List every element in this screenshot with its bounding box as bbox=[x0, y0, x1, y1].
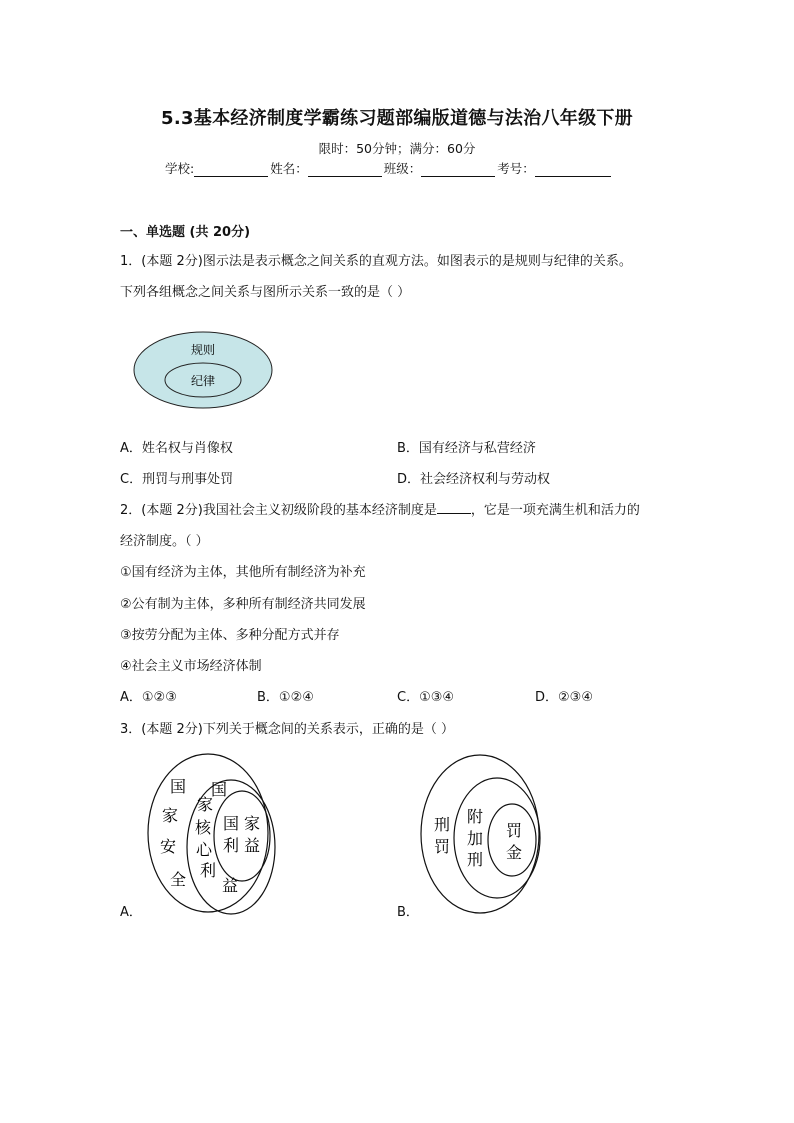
school-label: 学校: bbox=[165, 161, 195, 176]
q3-option-b[interactable]: B． bbox=[397, 905, 419, 920]
q2-item-4: ④社会主义市场经济体制 bbox=[120, 659, 262, 674]
diagram-a-outer-char: 安 bbox=[159, 837, 177, 856]
q3-diagram-b bbox=[416, 752, 552, 918]
exam-number-label: 考号： bbox=[497, 161, 535, 176]
diagram-a-outer-char: 国 bbox=[169, 777, 187, 796]
diagram-b-middle-char: 附 bbox=[466, 807, 484, 826]
q3-option-a[interactable]: A． bbox=[120, 905, 142, 920]
diagram-b-inner-ellipse bbox=[488, 804, 536, 876]
diagram-b-inner-char: 金 bbox=[505, 843, 523, 862]
q2-stem-pre: 2．(本题 2分)我国社会主义初级阶段的基本经济制度是 bbox=[120, 503, 437, 518]
name-blank[interactable] bbox=[308, 162, 382, 177]
q2-option-d[interactable]: D．②③④ bbox=[535, 690, 593, 705]
q2-item-2: ②公有制为主体，多种所有制经济共同发展 bbox=[120, 597, 366, 612]
q2-fill-blank bbox=[437, 500, 471, 514]
q1-stem-line1: 1．(本题 2分)图示法是表示概念之间关系的直观方法。如图表示的是规则与纪律的关系。 bbox=[120, 254, 632, 269]
diagram-a-inner-char: 家 bbox=[243, 814, 261, 833]
q2-option-b[interactable]: B．①②④ bbox=[257, 690, 314, 705]
name-label: 姓名： bbox=[270, 161, 308, 176]
school-blank[interactable] bbox=[194, 162, 268, 177]
diagram-a-middle-char: 益 bbox=[221, 876, 239, 895]
time-limit: 限时：50分钟；满分：60分 bbox=[318, 141, 476, 156]
diagram-a-middle-char: 国 bbox=[210, 780, 228, 799]
q1-option-c[interactable]: C．刑罚与刑事处罚 bbox=[120, 472, 234, 487]
exam-number-blank[interactable] bbox=[535, 162, 611, 177]
q1-option-b[interactable]: B．国有经济与私营经济 bbox=[397, 441, 536, 456]
q2-stem-line1 bbox=[120, 499, 640, 518]
q3-stem: 3．(本题 2分)下列关于概念间的关系表示，正确的是（ ） bbox=[120, 722, 454, 737]
diagram-b-inner-char: 罚 bbox=[505, 821, 523, 840]
q2-stem-post: ，它是一项充满生机和活力的 bbox=[470, 503, 640, 518]
diagram-a-middle-char: 心 bbox=[195, 840, 213, 859]
diagram-a-inner-char: 国 bbox=[222, 814, 240, 833]
diagram-a-outer-char: 家 bbox=[161, 806, 179, 825]
diagram-a-middle-char: 利 bbox=[199, 861, 217, 880]
section-heading: 一、单选题 (共 20分) bbox=[120, 225, 251, 240]
diagram-b-outer-char: 罚 bbox=[433, 837, 451, 856]
class-label: 班级： bbox=[383, 161, 422, 176]
student-info-row bbox=[165, 159, 613, 177]
q1-option-d[interactable]: D．社会经济权利与劳动权 bbox=[397, 472, 551, 487]
q2-item-3: ③按劳分配为主体、多种分配方式并存 bbox=[120, 628, 340, 643]
diagram-a-inner-char: 利 bbox=[222, 836, 240, 855]
diagram-a-middle-char: 家 bbox=[196, 795, 214, 814]
class-blank[interactable] bbox=[421, 162, 495, 177]
diagram-b-middle-char: 加 bbox=[466, 829, 484, 848]
diagram-b-outer-char: 刑 bbox=[433, 815, 451, 834]
page-title: 5.3基本经济制度学霸练习题部编版道德与法治八年级下册 bbox=[161, 108, 633, 129]
q1-stem-line2: 下列各组概念之间关系与图所示关系一致的是（ ） bbox=[120, 285, 411, 300]
diagram-b-middle-char: 刑 bbox=[466, 850, 484, 869]
q2-item-1: ①国有经济为主体，其他所有制经济为补充 bbox=[120, 565, 366, 580]
q2-option-c[interactable]: C．①③④ bbox=[397, 690, 455, 705]
q2-stem-line2: 经济制度。（ ） bbox=[120, 534, 209, 549]
q1-option-a[interactable]: A．姓名权与肖像权 bbox=[120, 441, 233, 456]
q2-option-a[interactable]: A．①②③ bbox=[120, 690, 177, 705]
diagram-a-middle-char: 核 bbox=[194, 818, 212, 837]
diagram-a-inner-char: 益 bbox=[243, 836, 261, 855]
q3-diagram-a bbox=[138, 752, 286, 918]
diagram-a-outer-char: 全 bbox=[169, 870, 187, 889]
outer-label: 规则 bbox=[190, 343, 216, 357]
q1-venn-diagram bbox=[130, 328, 276, 412]
inner-label: 纪律 bbox=[190, 374, 216, 388]
